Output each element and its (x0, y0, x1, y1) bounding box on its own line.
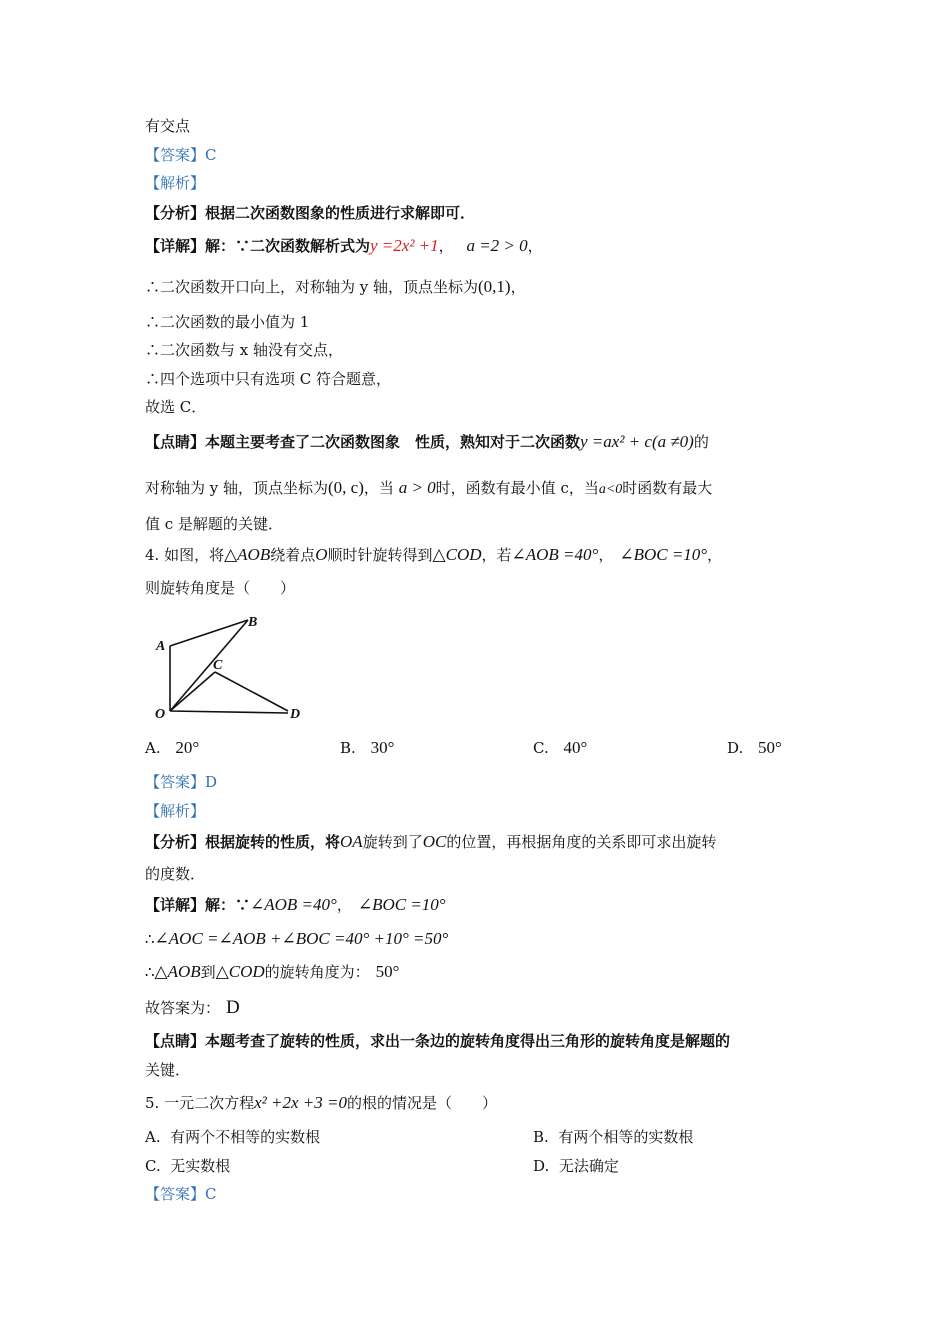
analysis-text: 【分析】根据二次函数图象的性质进行求解即可． (145, 204, 476, 222)
point-c-label: C (213, 658, 223, 673)
triangle-diagram (150, 608, 320, 728)
question-4: 4. 如图，将△AOB绕着点O顺时针旋转得到△COD，若∠AOB =40°， ∠BOC =10°， (145, 545, 723, 564)
text-line: ∴四个选项中只有选项 C 符合题意， (145, 370, 392, 388)
rotation-figure (150, 608, 320, 732)
final-answer: 故答案为： D (145, 997, 240, 1018)
question-5: 5. 一元二次方程x² +2x +3 =0的根的情况是（ ） (145, 1093, 497, 1112)
point-b-label: B (248, 615, 258, 630)
segment-od (170, 711, 288, 713)
option-d[interactable]: D. 无法确定 (533, 1157, 619, 1175)
text-line: ∴二次函数的最小值为 1 (145, 313, 310, 331)
option-c[interactable]: C. 40° (533, 738, 588, 757)
equation-line: ∴△AOB到△COD的旋转角度为： 50° (145, 962, 400, 981)
remark-line: 关键． (145, 1061, 191, 1079)
remark-line: 对称轴为 y 轴，顶点坐标为(0, c)，当 a > 0时，函数有最小值 c，当a<0时函数有最大 (145, 478, 713, 497)
equation-line: ∴∠AOC =∠AOB +∠BOC =40° +10° =50° (145, 929, 449, 948)
point-a-label: A (156, 639, 166, 654)
text-line: ∴二次函数开口向上，对称轴为 y 轴，顶点坐标为(0,1)， (145, 277, 526, 296)
point-o-label: O (155, 707, 166, 722)
option-b[interactable]: B. 30° (340, 738, 395, 757)
text-line: ∴二次函数与 x 轴没有交点， (145, 341, 343, 359)
text-line: 故选 C． (145, 398, 207, 416)
answer-label: 【答案】C (145, 146, 217, 164)
detail-line: 【详解】解：∵二次函数解析式为y =2x² +1， a =2 > 0， (145, 236, 543, 255)
remark-line: 值 c 是解题的关键． (145, 515, 283, 533)
detail-line: 【详解】解：∵∠AOB =40°， ∠BOC =10° (145, 895, 446, 914)
analysis-text: 的度数． (145, 865, 206, 883)
question-4-cont: 则旋转角度是（ ） (145, 579, 296, 597)
option-d[interactable]: D. 50° (727, 738, 782, 757)
text-line: 有交点 (145, 117, 191, 135)
analysis-label: 【解析】 (145, 802, 206, 820)
segment-cd (215, 672, 288, 711)
option-c[interactable]: C. 无实数根 (145, 1157, 231, 1175)
answer-label: 【答案】C (145, 1185, 217, 1203)
remark-line: 【点睛】本题主要考查了二次函数图象 性质，熟知对于二次函数y =ax² + c(a ≠0)的 (145, 432, 709, 451)
segment-oc (170, 672, 215, 711)
remark-line: 【点睛】本题考查了旋转的性质，求出一条边的旋转角度得出三角形的旋转角度是解题的 (145, 1032, 731, 1050)
answer-label: 【答案】D (145, 773, 218, 791)
option-b[interactable]: B. 有两个相等的实数根 (533, 1128, 694, 1146)
option-a[interactable]: A. 20° (145, 738, 200, 757)
analysis-label: 【解析】 (145, 174, 206, 192)
option-a[interactable]: A. 有两个不相等的实数根 (145, 1128, 321, 1146)
analysis-text: 【分析】根据旋转的性质，将OA旋转到了OC的位置，再根据角度的关系即可求出旋转 (145, 832, 717, 851)
point-d-label: D (290, 707, 301, 722)
